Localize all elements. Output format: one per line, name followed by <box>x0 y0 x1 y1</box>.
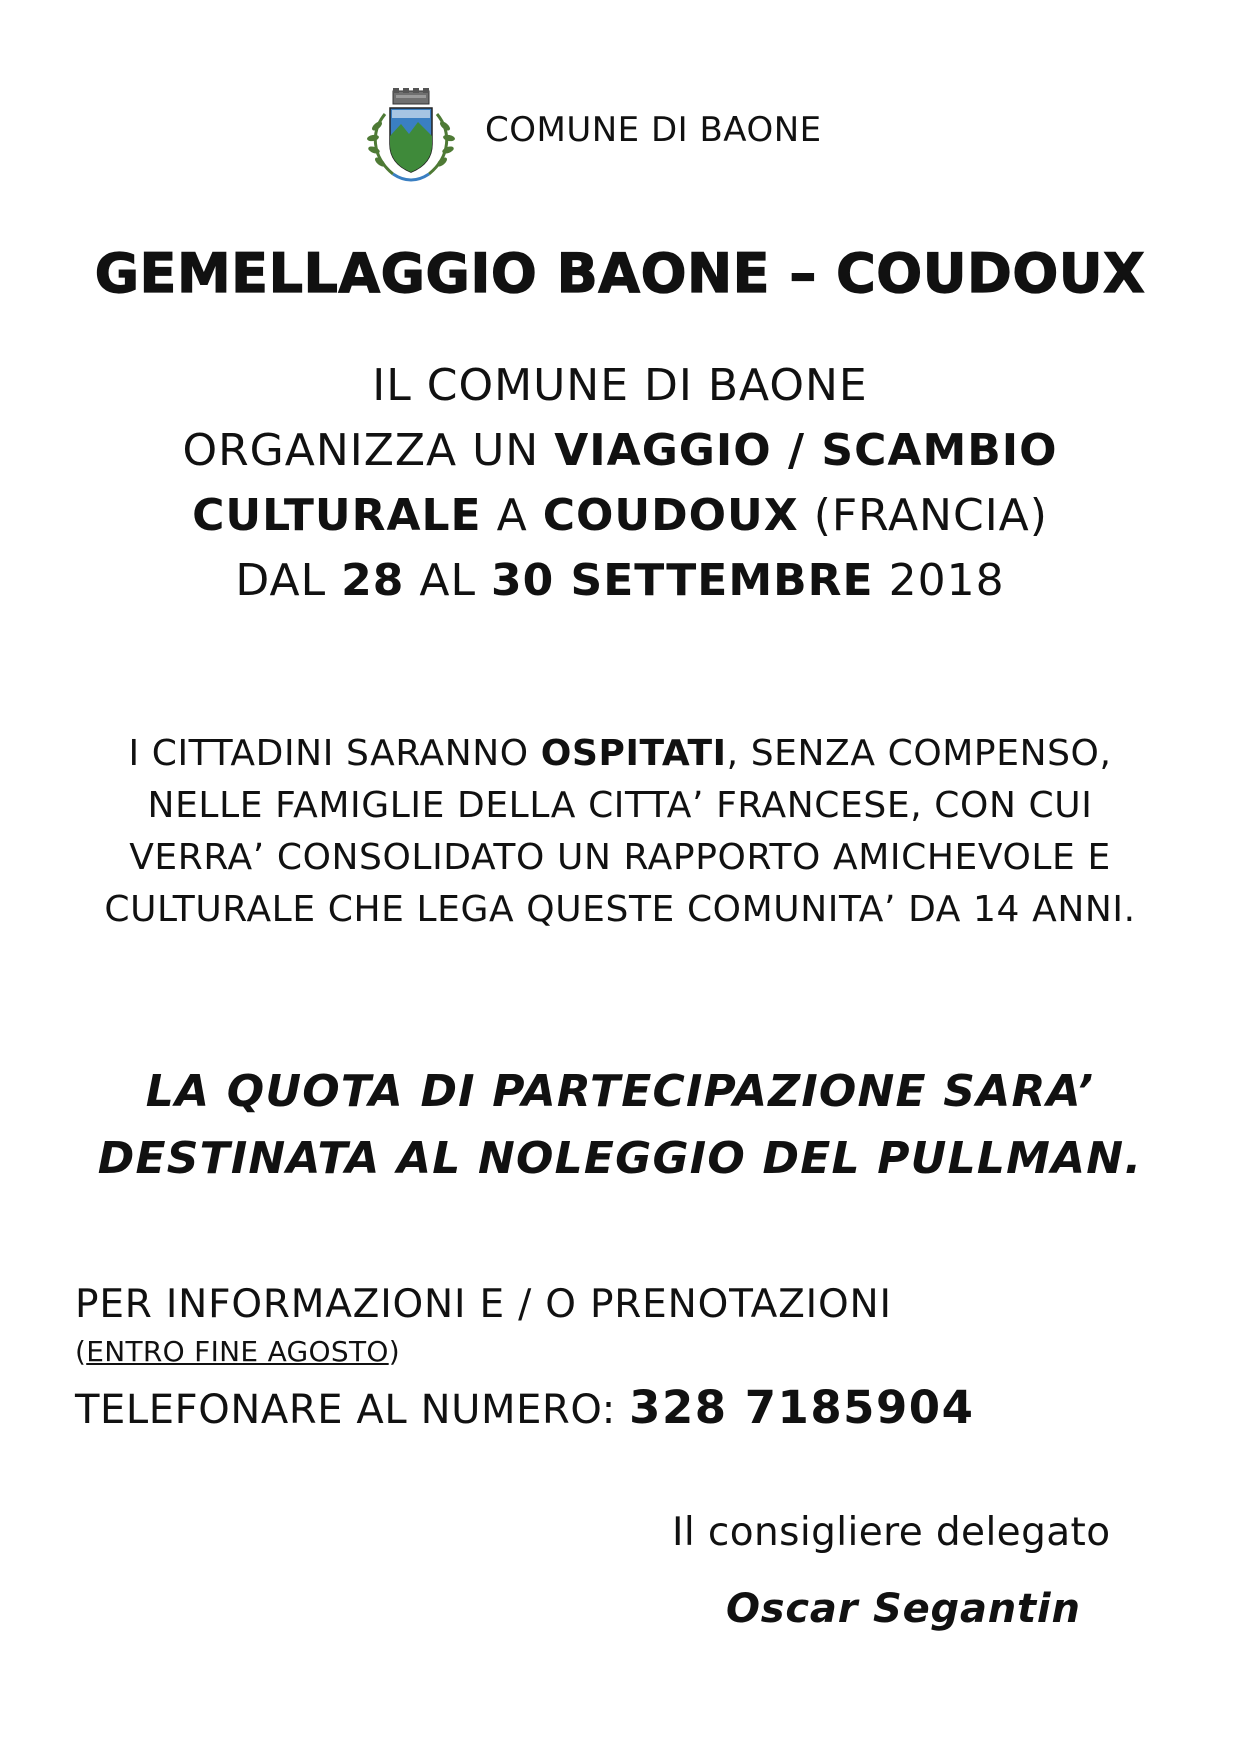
announcement-a: A <box>481 490 543 541</box>
quota-line-1: LA QUOTA DI PARTECIPAZIONE SARA’ <box>145 1066 1095 1117</box>
signature-name: Oscar Segantin <box>726 1586 1081 1632</box>
dates-al: AL <box>404 555 491 606</box>
hosting-line-1 <box>0 733 1240 774</box>
hosting-line-4: CULTURALE CHE LEGA QUESTE COMUNITA’ DA 14 ANNI. <box>104 889 1136 930</box>
date-year: 2018 <box>873 555 1005 606</box>
announcement-dates <box>0 555 1240 606</box>
hosting-ospitati: OSPITATI <box>540 733 727 774</box>
date-start: 28 <box>341 555 405 606</box>
contact-phone <box>75 1381 974 1434</box>
municipal-coat-of-arms-icon <box>363 86 459 186</box>
contact-info-line: PER INFORMAZIONI E / O PRENOTAZIONI <box>75 1282 892 1327</box>
page-title: GEMELLAGGIO BAONE – COUDOUX <box>94 242 1146 305</box>
announcement-destination: COUDOUX <box>542 490 799 541</box>
announcement-trip-type: VIAGGIO / SCAMBIO <box>554 425 1058 476</box>
signature-role: Il consigliere delegato <box>672 1510 1111 1555</box>
comune-name: COMUNE DI BAONE <box>485 110 822 150</box>
date-end: 30 SETTEMBRE <box>490 555 874 606</box>
hosting-line-1a: I CITTADINI SARANNO <box>128 733 541 774</box>
announcement-culturale: CULTURALE <box>192 490 482 541</box>
hosting-line-3: VERRA’ CONSOLIDATO UN RAPPORTO AMICHEVOLE E <box>129 837 1111 878</box>
dates-dal: DAL <box>235 555 342 606</box>
announcement-country: (FRANCIA) <box>798 490 1048 541</box>
phone-number: 328 7185904 <box>629 1381 975 1434</box>
phone-label: TELEFONARE AL NUMERO: <box>75 1387 630 1433</box>
announcement-line-3 <box>0 490 1240 541</box>
deadline-text: ENTRO FINE AGOSTO <box>86 1335 389 1368</box>
deadline-open-paren: ( <box>75 1335 87 1368</box>
announcement-line-1: IL COMUNE DI BAONE <box>372 360 868 411</box>
contact-deadline <box>75 1335 400 1368</box>
quota-line-2: DESTINATA AL NOLEGGIO DEL PULLMAN. <box>97 1133 1143 1184</box>
deadline-close-paren: ) <box>388 1335 400 1368</box>
announcement-line-2 <box>0 425 1240 476</box>
announcement-line-2-text: ORGANIZZA UN <box>182 425 555 476</box>
hosting-line-1c: , SENZA COMPENSO, <box>726 733 1112 774</box>
hosting-line-2: NELLE FAMIGLIE DELLA CITTA’ FRANCESE, CON CUI <box>147 785 1093 826</box>
